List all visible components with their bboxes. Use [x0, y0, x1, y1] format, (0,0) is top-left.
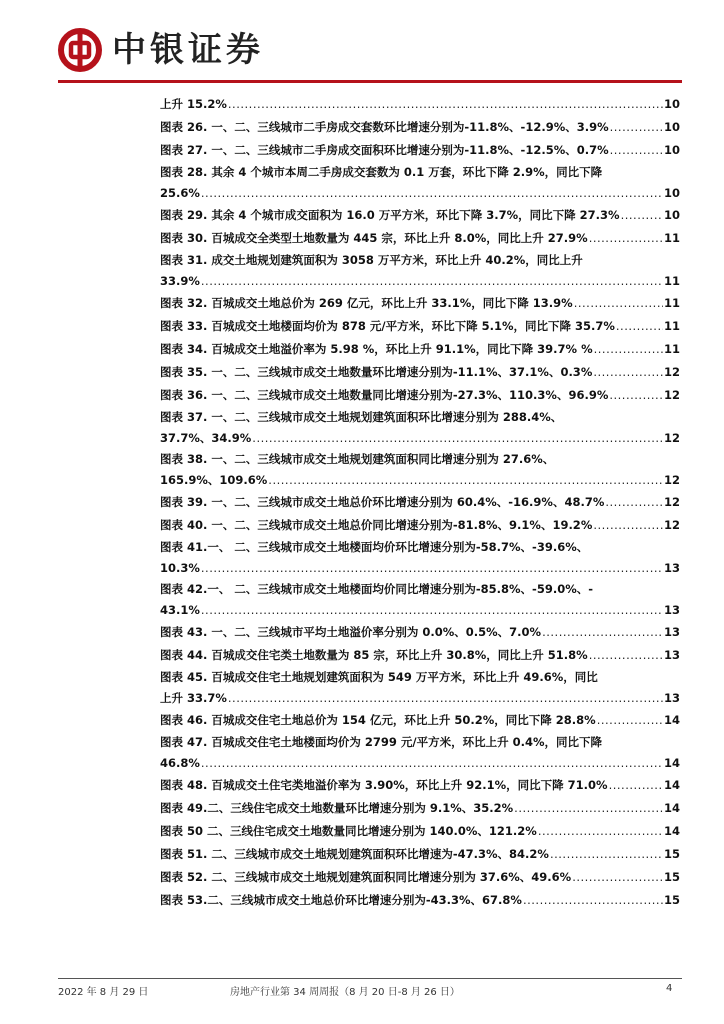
table-of-figures	[160, 93, 680, 912]
toc-dot-leader	[589, 644, 663, 667]
toc-entry-text: 图表 51. 二、三线城市成交土地规划建筑面积环比增速为-47.3%、84.2%	[160, 847, 549, 861]
toc-page-number: 12	[663, 495, 680, 509]
toc-entry[interactable]	[160, 621, 680, 644]
toc-entry[interactable]	[160, 889, 680, 912]
toc-page-number: 14	[663, 756, 680, 770]
toc-entry-last-line	[160, 271, 680, 292]
toc-entry-last-line	[160, 558, 680, 579]
toc-page-number: 11	[663, 342, 680, 356]
toc-dot-leader	[593, 361, 663, 384]
toc-entry-last-line	[160, 183, 680, 204]
toc-entry-last-line	[160, 470, 680, 491]
toc-page-number: 15	[663, 847, 680, 861]
toc-entry-text: 33.9%	[160, 274, 200, 288]
toc-entry-text: 图表 27. 一、二、三线城市二手房成交面积环比增速分别为-11.8%、-12.5%、0.7%	[160, 143, 609, 157]
toc-entry[interactable]	[160, 774, 680, 797]
toc-entry-last-line	[160, 709, 680, 732]
toc-entry-text: 图表 52. 二、三线城市成交土地规划建筑面积同比增速分别为 37.6%、49.6%	[160, 870, 572, 884]
toc-dot-leader	[268, 470, 663, 491]
toc-entry-text: 图表 33. 百城成交土地楼面均价为 878 元/平方米，环比下降 5.1%，同比下降 35.7%	[160, 319, 615, 333]
toc-entry[interactable]	[160, 797, 680, 820]
toc-dot-leader	[538, 820, 663, 843]
footer-divider	[58, 978, 682, 979]
toc-entry-text: 图表 39. 一、二、三线城市成交土地总价环比增速分别为 60.4%、-16.9%、48.7%	[160, 495, 605, 509]
toc-entry-text: 上升 15.2%	[160, 97, 227, 111]
toc-entry[interactable]	[160, 315, 680, 338]
toc-page-number: 12	[663, 518, 680, 532]
toc-entry-text: 10.3%	[160, 561, 200, 575]
toc-dot-leader	[621, 204, 663, 227]
toc-entry-last-line	[160, 621, 680, 644]
toc-page-number: 13	[663, 648, 680, 662]
toc-entry-text: 图表 36. 一、二、三线城市成交土地数量同比增速分别为-27.3%、110.3%、96.9%	[160, 388, 609, 402]
toc-dot-leader	[593, 514, 663, 537]
toc-entry-text: 图表 35. 一、二、三线城市成交土地数量环比增速分别为-11.1%、37.1%、0.3%	[160, 365, 593, 379]
toc-dot-leader	[201, 271, 663, 292]
footer-date: 2022 年 8 月 29 日	[58, 987, 149, 998]
toc-entry-last-line	[160, 139, 680, 162]
header-divider	[58, 80, 682, 83]
toc-entry-text: 图表 26. 一、二、三线城市二手房成交套数环比增速分别为-11.8%、-12.9%、3.9%	[160, 120, 609, 134]
toc-entry-text: 图表 48. 百城成交土住宅类地溢价率为 3.90%，环比上升 92.1%，同比下降 71.0%	[160, 778, 608, 792]
toc-entry-last-line	[160, 116, 680, 139]
toc-dot-leader	[514, 797, 663, 820]
toc-entry-text: 165.9%、109.6%	[160, 473, 268, 487]
toc-dot-leader	[201, 600, 663, 621]
toc-entry-text: 图表 28. 其余 4 个城市本周二手房成交套数为 0.1 万套，环比下降 2.9%，同比下降	[160, 165, 603, 179]
toc-entry-text: 图表 50 二、三线住宅成交土地数量同比增速分别为 140.0%、121.2%	[160, 824, 537, 838]
toc-entry-last-line	[160, 600, 680, 621]
toc-dot-leader	[616, 315, 663, 338]
toc-dot-leader	[201, 753, 663, 774]
footer-page-number: 4	[666, 983, 673, 994]
toc-dot-leader	[252, 428, 663, 449]
toc-entry[interactable]	[160, 338, 680, 361]
toc-entry[interactable]	[160, 449, 680, 491]
toc-entry-last-line	[160, 797, 680, 820]
toc-page-number: 13	[663, 691, 680, 705]
toc-page-number: 11	[663, 319, 680, 333]
toc-entry[interactable]	[160, 116, 680, 139]
toc-dot-leader	[201, 558, 663, 579]
toc-entry[interactable]	[160, 384, 680, 407]
toc-entry-last-line	[160, 774, 680, 797]
toc-entry-text: 图表 44. 百城成交住宅类土地数量为 85 宗，环比上升 30.8%，同比上升 51.8%	[160, 648, 588, 662]
toc-entry-text: 图表 41.一、 二、三线城市成交土地楼面均价环比增速分别为-58.7%、-39.6%、	[160, 540, 589, 554]
toc-entry[interactable]	[160, 514, 680, 537]
toc-entry[interactable]	[160, 93, 680, 116]
toc-entry[interactable]	[160, 667, 680, 709]
toc-entry-last-line	[160, 315, 680, 338]
toc-entry[interactable]	[160, 361, 680, 384]
toc-entry-text: 图表 31. 成交土地规划建筑面积为 3058 万平方米，环比上升 40.2%，同比上升	[160, 253, 583, 267]
toc-page-number: 12	[663, 388, 680, 402]
toc-entry-last-line	[160, 361, 680, 384]
toc-entry[interactable]	[160, 843, 680, 866]
toc-entry-last-line	[160, 204, 680, 227]
toc-entry-last-line	[160, 93, 680, 116]
toc-page-number: 14	[663, 713, 680, 727]
toc-entry[interactable]	[160, 204, 680, 227]
toc-entry-text: 图表 38. 一、二、三线城市成交土地规划建筑面积同比增速分别为 27.6%、	[160, 452, 555, 466]
toc-dot-leader	[605, 491, 663, 514]
toc-page-number: 14	[663, 801, 680, 815]
toc-page-number: 13	[663, 625, 680, 639]
toc-entry-last-line	[160, 227, 680, 250]
toc-entry-text: 图表 34. 百城成交土地溢价率为 5.98 %，环比上升 91.1%，同比下降 39.7% %	[160, 342, 593, 356]
toc-page-number: 12	[663, 431, 680, 445]
toc-page-number: 13	[663, 561, 680, 575]
toc-entry-last-line	[160, 688, 680, 709]
toc-page-number: 14	[663, 778, 680, 792]
toc-entry-last-line	[160, 866, 680, 889]
toc-dot-leader	[589, 227, 663, 250]
toc-entry-last-line	[160, 514, 680, 537]
toc-dot-leader	[609, 384, 663, 407]
toc-page-number: 11	[663, 296, 680, 310]
toc-page-number: 12	[663, 365, 680, 379]
toc-page-number: 13	[663, 603, 680, 617]
toc-entry[interactable]	[160, 820, 680, 843]
bank-of-china-logo-icon	[58, 28, 102, 72]
toc-dot-leader	[228, 93, 663, 116]
toc-entry-text: 图表 45. 百城成交住宅土地规划建筑面积为 549 万平方米，环比上升 49.6%，同比	[160, 670, 598, 684]
toc-page-number: 10	[663, 186, 680, 200]
toc-dot-leader	[550, 843, 663, 866]
toc-dot-leader	[610, 116, 663, 139]
toc-entry-text: 43.1%	[160, 603, 200, 617]
toc-entry-text: 图表 37. 一、二、三线城市成交土地规划建筑面积环比增速分别为 288.4%、	[160, 410, 563, 424]
page-header	[0, 0, 724, 84]
toc-entry-text: 图表 29. 其余 4 个城市成交面积为 16.0 万平方米，环比下降 3.7%，同比下降 27.3%	[160, 208, 620, 222]
toc-entry[interactable]	[160, 407, 680, 449]
toc-entry-last-line	[160, 843, 680, 866]
toc-page-number: 10	[663, 208, 680, 222]
toc-page-number: 15	[663, 870, 680, 884]
toc-entry[interactable]	[160, 732, 680, 774]
toc-page-number: 10	[663, 143, 680, 157]
toc-entry-text: 图表 49.二、三线住宅成交土地数量环比增速分别为 9.1%、35.2%	[160, 801, 514, 815]
toc-dot-leader	[610, 139, 663, 162]
toc-entry-text: 上升 33.7%	[160, 691, 227, 705]
toc-entry[interactable]	[160, 292, 680, 315]
toc-entry-last-line	[160, 644, 680, 667]
toc-dot-leader	[609, 774, 663, 797]
toc-entry-text: 图表 42.一、 二、三线城市成交土地楼面均价同比增速分别为-85.8%、-59.0%、-	[160, 582, 593, 596]
toc-entry-last-line	[160, 428, 680, 449]
toc-dot-leader	[201, 183, 663, 204]
toc-dot-leader	[574, 292, 663, 315]
toc-entry-text: 25.6%	[160, 186, 200, 200]
toc-page-number: 10	[663, 97, 680, 111]
toc-entry[interactable]	[160, 227, 680, 250]
toc-entry[interactable]	[160, 537, 680, 579]
toc-page-number: 10	[663, 120, 680, 134]
toc-entry[interactable]	[160, 866, 680, 889]
toc-entry-last-line	[160, 889, 680, 912]
toc-entry-text: 46.8%	[160, 756, 200, 770]
toc-entry[interactable]	[160, 139, 680, 162]
toc-entry-last-line	[160, 820, 680, 843]
toc-entry[interactable]	[160, 491, 680, 514]
toc-entry-last-line	[160, 491, 680, 514]
toc-page-number: 14	[663, 824, 680, 838]
toc-entry[interactable]	[160, 250, 680, 292]
toc-entry-last-line	[160, 753, 680, 774]
footer-report-title: 房地产行业第 34 周周报（8 月 20 日-8 月 26 日）	[230, 987, 460, 998]
toc-entry-text: 图表 46. 百城成交住宅土地总价为 154 亿元，环比上升 50.2%，同比下降 28.8%	[160, 713, 596, 727]
toc-page-number: 11	[663, 231, 680, 245]
brand-name: 中银证券	[112, 30, 264, 70]
toc-dot-leader	[523, 889, 663, 912]
toc-entry-last-line	[160, 384, 680, 407]
toc-dot-leader	[594, 338, 663, 361]
toc-dot-leader	[597, 709, 663, 732]
toc-entry-text: 图表 32. 百城成交土地总价为 269 亿元，环比上升 33.1%，同比下降 13.9%	[160, 296, 573, 310]
toc-entry[interactable]	[160, 709, 680, 732]
toc-entry-last-line	[160, 338, 680, 361]
toc-entry-last-line	[160, 292, 680, 315]
toc-page-number: 12	[663, 473, 680, 487]
toc-entry-text: 图表 43. 一、二、三线城市平均土地溢价率分别为 0.0%、0.5%、7.0%	[160, 625, 542, 639]
toc-entry-text: 图表 40. 一、二、三线城市成交土地总价同比增速分别为-81.8%、9.1%、19.2%	[160, 518, 593, 532]
toc-dot-leader	[542, 621, 663, 644]
toc-entry[interactable]	[160, 162, 680, 204]
toc-entry-text: 图表 53.二、三线城市成交土地总价环比增速分别为-43.3%、67.8%	[160, 893, 522, 907]
toc-page-number: 15	[663, 893, 680, 907]
toc-entry[interactable]	[160, 579, 680, 621]
toc-entry-text: 图表 47. 百城成交住宅土地楼面均价为 2799 元/平方米，环比上升 0.4%，同比下降	[160, 735, 602, 749]
toc-entry[interactable]	[160, 644, 680, 667]
toc-dot-leader	[228, 688, 663, 709]
toc-dot-leader	[572, 866, 663, 889]
toc-entry-text: 图表 30. 百城成交全类型土地数量为 445 宗，环比上升 8.0%，同比上升 27.9%	[160, 231, 588, 245]
toc-page-number: 11	[663, 274, 680, 288]
toc-entry-text: 37.7%、34.9%	[160, 431, 252, 445]
